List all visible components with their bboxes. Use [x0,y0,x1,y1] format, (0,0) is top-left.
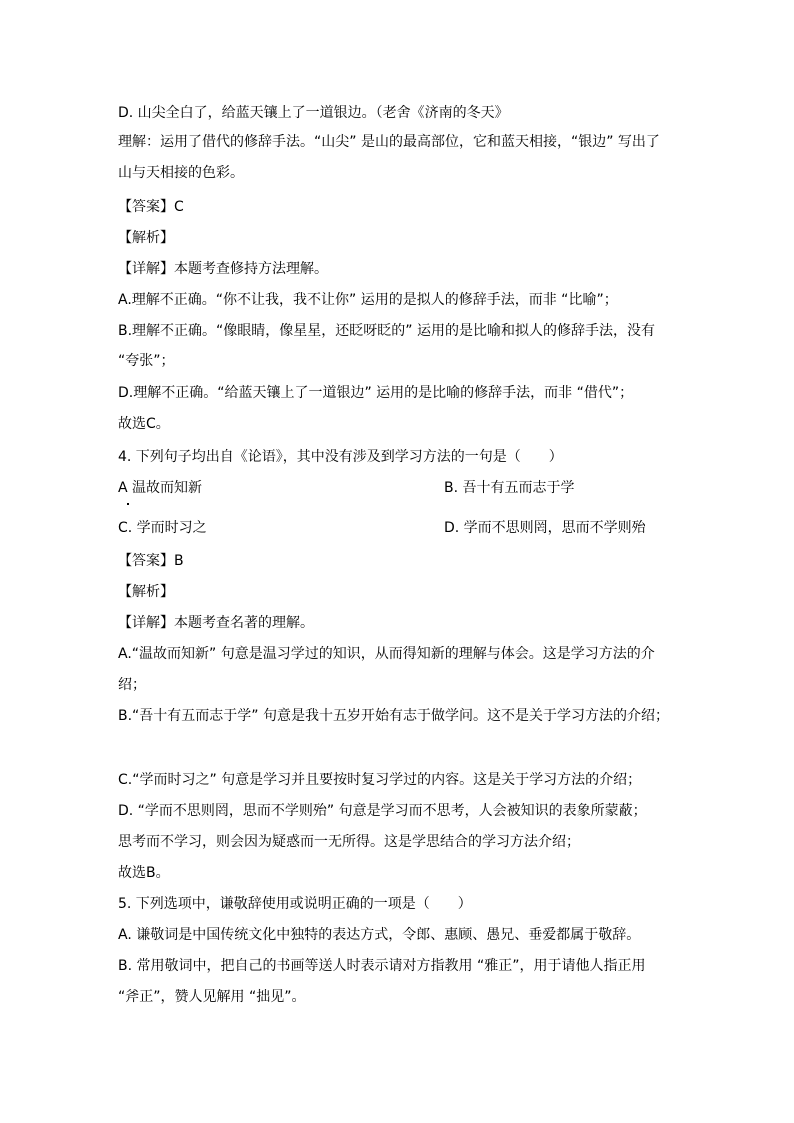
question-4: 4. 下列句子均出自《论语》，其中没有涉及到学习方法的一句是（ ） [118,449,563,465]
q4-option-b: B. 吾十有五而志于学 [444,480,575,496]
detail-line: 绍； [118,677,146,693]
detail-line: B.理解不正确。“像眼睛，像星星，还眨呀眨的” 运用的是比喻和拟人的修辞手法，没有 [118,323,656,339]
detail-line: “夸张”； [118,353,175,369]
conclusion: 故选B。 [118,865,170,881]
q5-option-b-cont: “斧正”，赞人见解用 “拙见”。 [118,989,306,1005]
stray-dot [127,503,129,505]
answer-label: 【答案】B [118,553,184,569]
q5-option-a: A. 谦敬词是中国传统文化中独特的表达方式，令郎、惠顾、愚兄、垂爱都属于敬辞。 [118,927,641,943]
detail-line: D.理解不正确。“给蓝天镶上了一道银边” 运用的是比喻的修辞手法，而非 “借代”； [118,385,634,401]
q4-option-a: A 温故而知新 [118,480,203,496]
detail-line: A.“温故而知新” 句意是温习学过的知识，从而得知新的理解与体会。这是学习方法的介 [118,646,655,662]
question-5: 5. 下列选项中，谦敬辞使用或说明正确的一项是（ ） [118,896,472,912]
explanation-line: 山与天相接的色彩。 [118,165,244,181]
q5-option-b: B. 常用敬词中，把自己的书画等送人时表示请对方指教用 “雅正”，用于请他人指正用 [118,958,646,974]
explanation-line: 理解：运用了借代的修辞手法。“山尖” 是山的最高部位，它和蓝天相接，“银边” 写出了 [118,134,660,150]
answer-label: 【答案】C [118,199,184,215]
detail-heading: 【详解】本题考查修持方法理解。 [118,261,328,277]
analysis-heading: 【解析】 [118,584,174,600]
detail-line: B.“吾十有五而志于学” 句意是我十五岁开始有志于做学问。这不是关于学习方法的介绍； [118,708,670,724]
detail-heading: 【详解】本题考查名著的理解。 [118,615,314,631]
analysis-heading: 【解析】 [118,230,174,246]
q4-option-d: D. 学而不思则罔，思而不学则殆 [444,520,646,536]
detail-line: C.“学而时习之” 句意是学习并且要按时复习学过的内容。这是关于学习方法的介绍； [118,772,642,788]
detail-line: 思考而不学习，则会因为疑惑而一无所得。这是学思结合的学习方法介绍； [118,834,580,850]
detail-line: D. “学而不思则罔，思而不学则殆” 句意是学习而不思考，人会被知识的表象所蒙蔽； [118,803,647,819]
detail-line: A.理解不正确。“你不让我，我不让你” 运用的是拟人的修辞手法，而非 “比喻”； [118,292,618,308]
conclusion: 故选C。 [118,416,170,432]
q4-option-c: C. 学而时习之 [118,520,207,536]
option-d-text: D. 山尖全白了，给蓝天镶上了一道银边。（老舍《济南的冬天》 [118,105,509,121]
